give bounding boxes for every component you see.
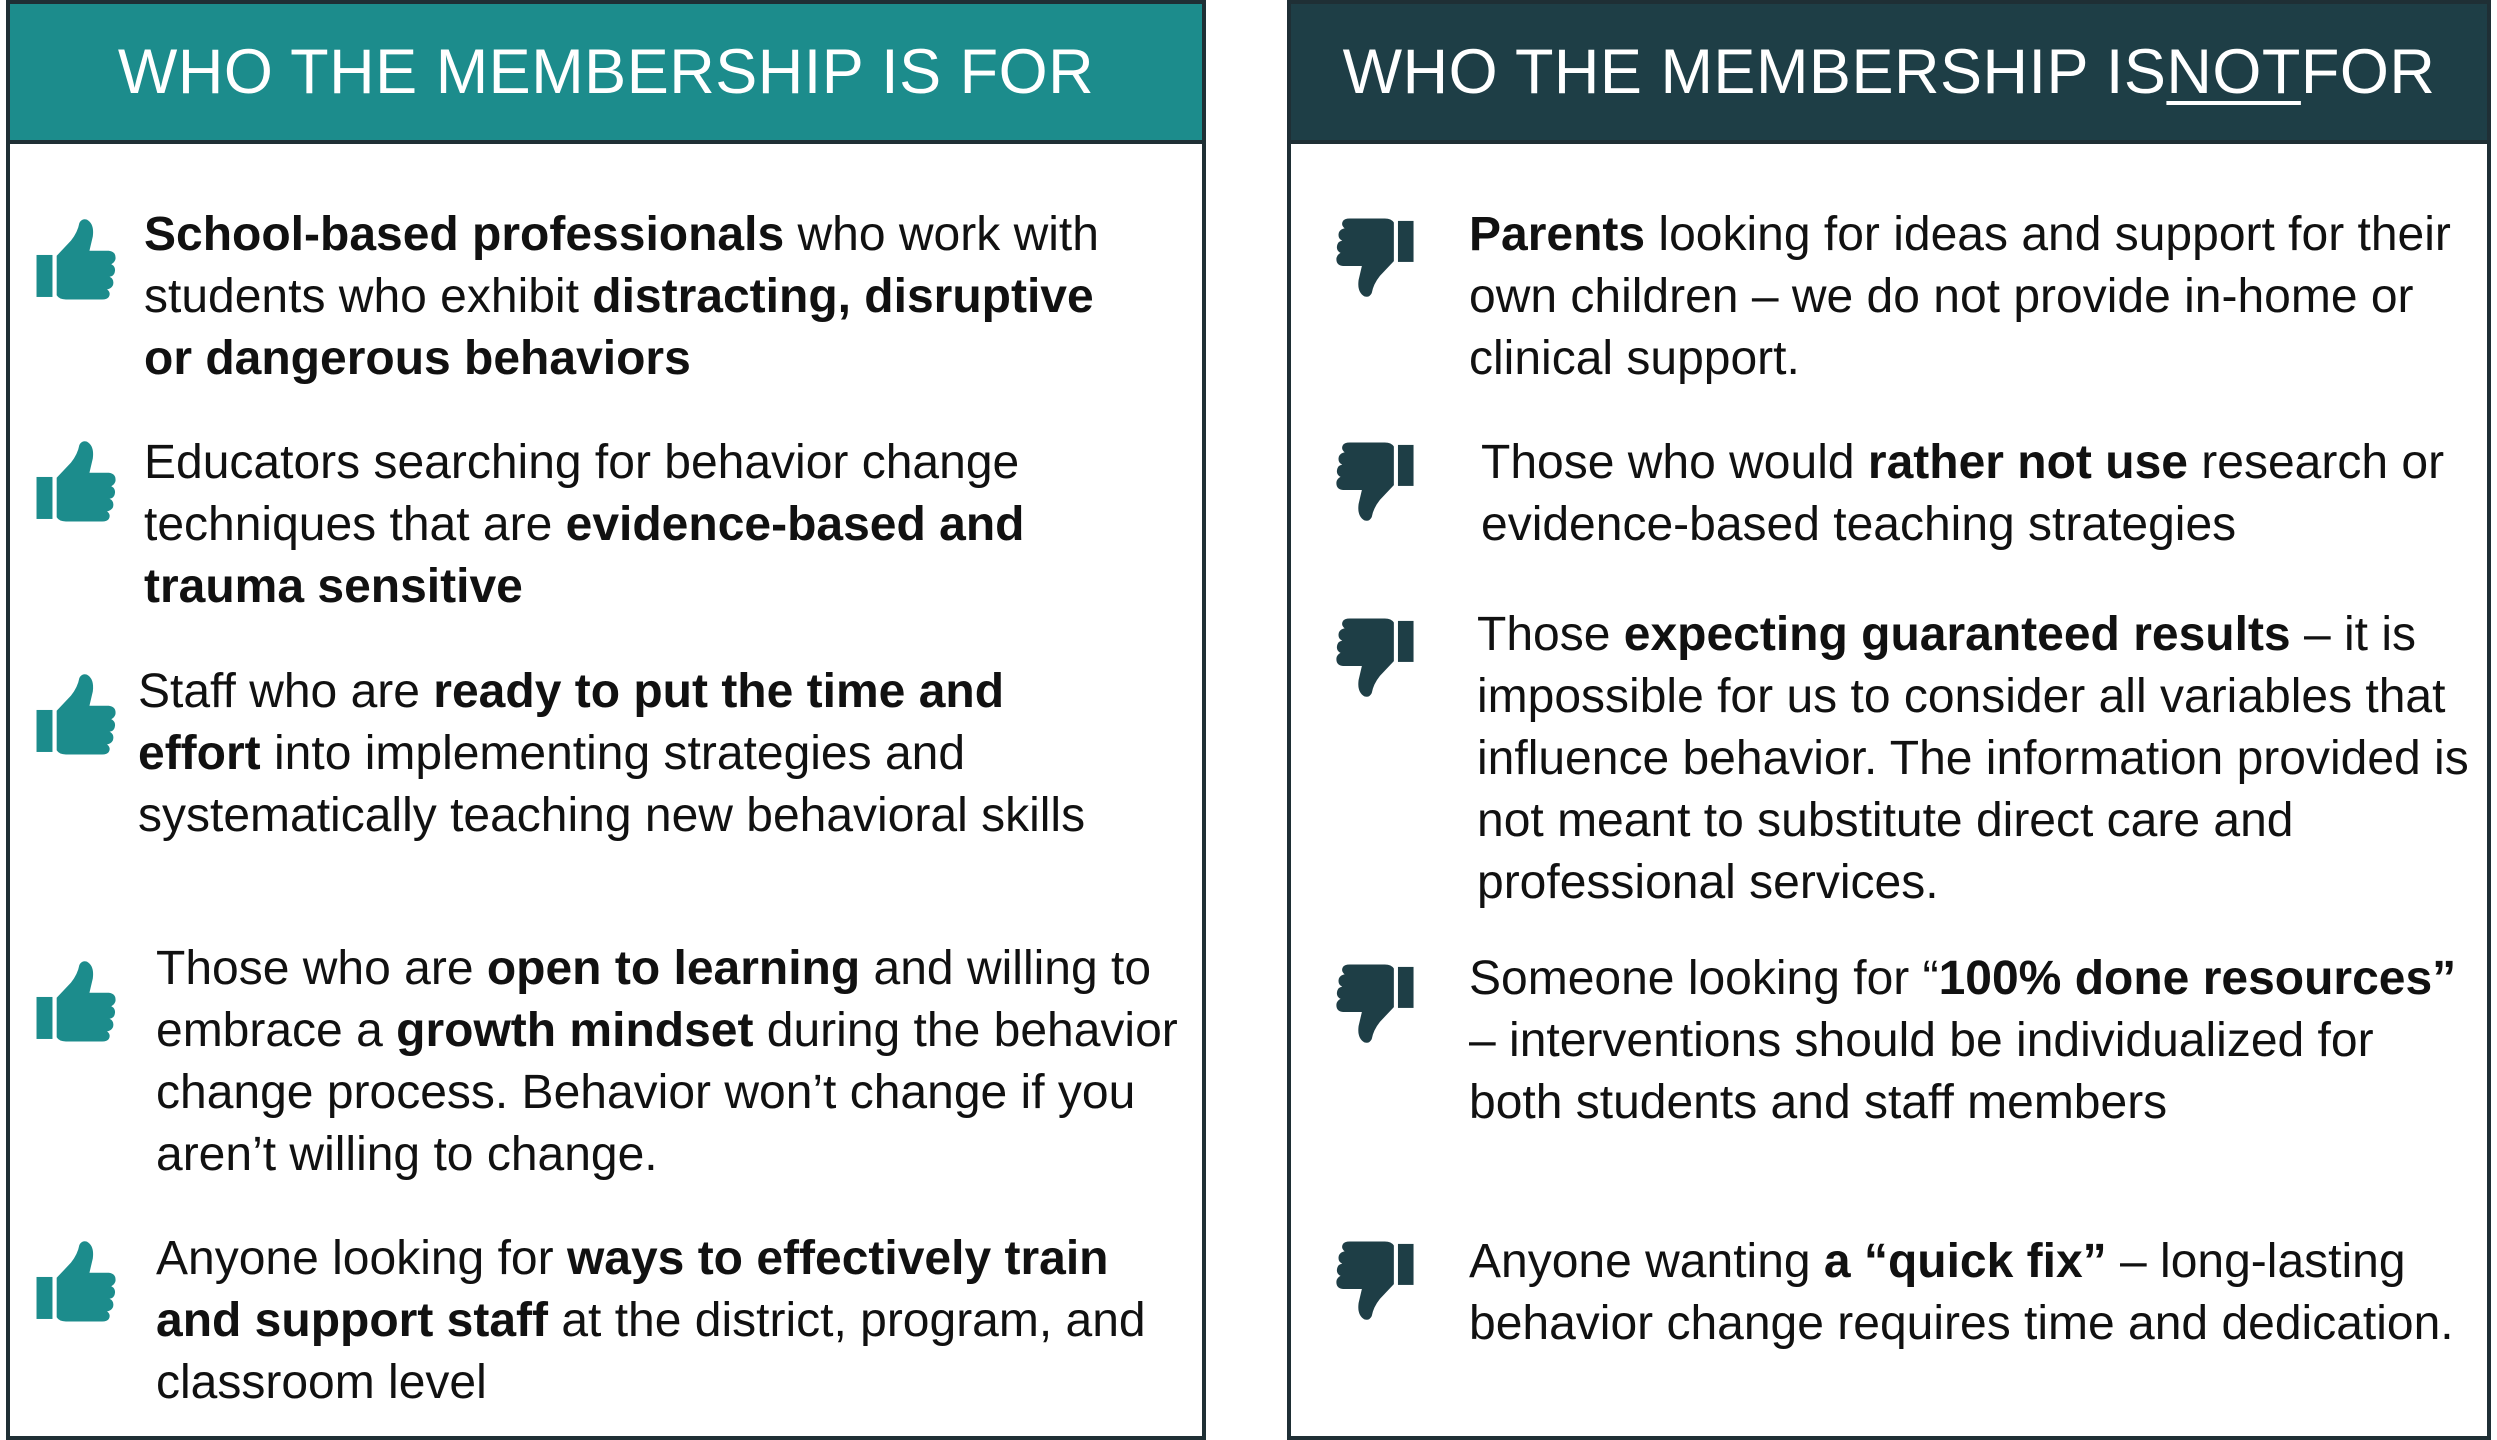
bold-text: a “quick fix”: [1823, 1235, 2107, 1288]
not-for-panel: [1287, 0, 2491, 1440]
not-for-item-text: [1469, 1231, 2459, 1355]
text-segment: Those: [1477, 608, 1624, 661]
text-segment: during the behavior change process. Behavior won’t change if you aren’t willing to change.: [156, 1004, 1178, 1181]
thumbs-up-icon: [34, 671, 138, 759]
thumbs-up-icon: [34, 958, 156, 1046]
text-segment: Anyone looking for: [156, 1232, 567, 1285]
for-item: [34, 204, 1194, 390]
thumbs-down-icon: [1327, 440, 1481, 522]
thumbs-down-icon: [1327, 216, 1469, 298]
bold-text: open to learning: [486, 942, 861, 995]
not-for-item-text: [1469, 204, 2459, 390]
thumbs-up-icon: [34, 438, 144, 526]
thumbs-down-icon: [1327, 962, 1469, 1044]
bold-text: distracting, disruptive or dangerous behaviors: [144, 270, 1094, 385]
not-for-panel-title: [1291, 4, 2487, 144]
thumbs-up-icon: [34, 1238, 156, 1326]
for-item: [34, 938, 1194, 1186]
text-segment: into implementing strategies and systematically teaching new behavioral skills: [138, 727, 1086, 842]
text-segment: at the district, program, and classroom level: [156, 1294, 1146, 1409]
title-before: WHO THE MEMBERSHIP IS: [1342, 37, 2167, 107]
text-segment: Those who are: [156, 942, 487, 995]
for-item-text: [156, 938, 1194, 1186]
text-segment: research or evidence-based teaching strategies: [1481, 436, 2445, 551]
text-segment: looking for ideas and support for their own children – we do not provide in-home or clinical support.: [1469, 208, 2451, 385]
not-for-item: [1327, 948, 2487, 1134]
text-segment: – interventions should be individualized for both students and staff members: [1469, 1014, 2374, 1129]
title-after: FOR: [2300, 37, 2436, 107]
for-panel-title: WHO THE MEMBERSHIP IS FOR: [10, 4, 1202, 144]
bold-text: School-based professionals: [144, 208, 785, 261]
for-item-text: [144, 432, 1144, 618]
for-panel: [6, 0, 1206, 1440]
bold-text: growth mindset: [396, 1004, 754, 1057]
bold-text: rather not use: [1867, 436, 2188, 489]
text-segment: Those who would: [1481, 436, 1868, 489]
thumbs-down-icon: [1327, 1239, 1469, 1321]
not-for-item-text: [1477, 604, 2477, 914]
for-item-text: [156, 1228, 1156, 1414]
text-segment: – it is impossible for us to consider all variables that influence behavior. The information provided is not meant to substitute direct care and professional services.: [1477, 608, 2469, 909]
title-not: NOT: [2166, 37, 2301, 107]
text-segment: Educators searching for behavior change techniques that are: [144, 436, 1020, 551]
bold-text: evidence-based and trauma sensitive: [144, 498, 1025, 613]
bold-text: ways to effectively train and support staff: [156, 1232, 1109, 1347]
bold-text: Parents: [1469, 208, 1646, 261]
for-item-text: [144, 204, 1144, 390]
not-for-item: [1327, 204, 2487, 390]
not-for-item-text: [1469, 948, 2459, 1134]
text-segment: Anyone wanting: [1469, 1235, 1824, 1288]
text-segment: who work with students who exhibit: [144, 208, 1099, 323]
bold-text: ready to put the time and effort: [138, 665, 1005, 780]
for-item: [34, 432, 1194, 618]
not-for-item: [1327, 604, 2487, 914]
text-segment: – long-lasting behavior change requires time and dedication.: [1469, 1235, 2454, 1350]
bold-text: 100% done resources”: [1938, 952, 2457, 1005]
not-for-item-text: [1481, 432, 2471, 556]
bold-text: expecting guaranteed results: [1623, 608, 2291, 661]
thumbs-down-icon: [1327, 616, 1477, 698]
text-segment: Staff who are: [138, 665, 434, 718]
text-segment: Someone looking for “: [1469, 952, 1939, 1005]
for-item-text: [138, 661, 1138, 847]
for-item: [34, 661, 1194, 847]
not-for-item: [1327, 432, 2487, 556]
for-item: [34, 1228, 1194, 1414]
text-segment: and willing to embrace a: [156, 942, 1152, 1057]
not-for-item: [1327, 1231, 2487, 1355]
thumbs-up-icon: [34, 216, 144, 304]
